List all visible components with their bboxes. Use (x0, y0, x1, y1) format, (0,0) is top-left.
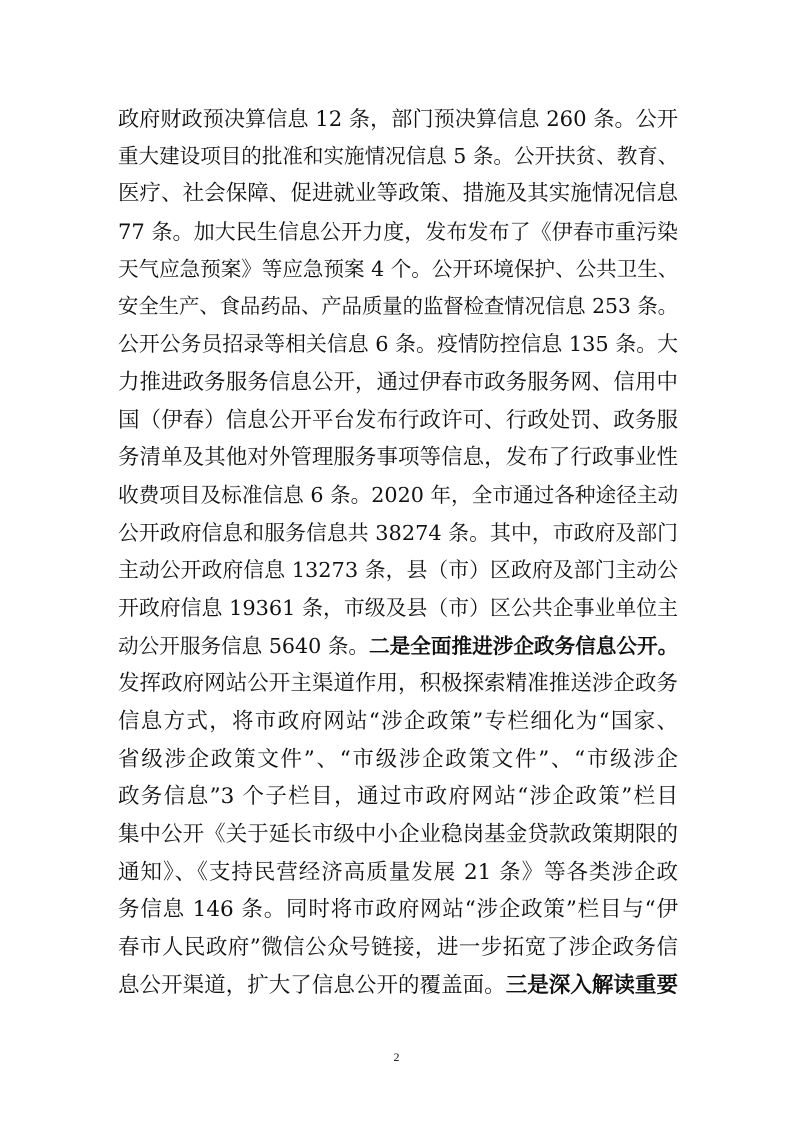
text-line (118, 439, 678, 477)
line-text: 政府财政预决算信息 12 条，部门预决算信息 260 条。公开 (118, 106, 678, 131)
text-line (118, 213, 678, 251)
text-line (118, 703, 678, 741)
line-text: 公开政府信息和服务信息共 38274 条。其中，市政府及部门 (118, 520, 678, 545)
section-heading-2: 二是全面推进涉企政务信息公开。 (369, 633, 679, 658)
line-text: 发挥政府网站公开主渠道作用，积极探索精准推送涉企政务 (118, 671, 678, 697)
text-line (118, 665, 678, 703)
line-text: 力推进政务服务信息公开，通过伊春市政务服务网、信用中 (118, 369, 678, 395)
text-line (118, 929, 678, 967)
body-text (118, 100, 678, 1005)
text-line (118, 590, 678, 628)
section-heading-3: 三是深入解读重要 (505, 972, 678, 998)
text-line (118, 741, 678, 779)
text-line (118, 364, 678, 402)
line-text: 国（伊春）信息公开平台发布行政许可、行政处罚、政务服 (118, 407, 678, 433)
text-line (118, 326, 678, 364)
line-text: 重大建设项目的批准和实施情况信息 5 条。公开扶贫、教育、 (118, 143, 679, 168)
text-line (118, 251, 678, 289)
line-text: 务信息 146 条。同时将市政府网站“涉企政策”栏目与“伊 (118, 897, 678, 923)
line-text: 省级涉企政策文件”、“市级涉企政策文件”、“市级涉企 (118, 746, 678, 772)
line-text: 集中公开《关于延长市级中小企业稳岗基金贷款政策期限的 (118, 822, 678, 848)
text-line (118, 402, 678, 440)
line-text: 公开公务员招录等相关信息 6 条。疫情防控信息 135 条。大 (118, 332, 678, 357)
text-line (118, 967, 678, 1005)
line-text: 医疗、社会保障、促进就业等政策、措施及其实施情况信息 (118, 181, 678, 207)
text-line (118, 138, 678, 176)
text-line (118, 778, 678, 816)
line-text: 春市人民政府”微信公众号链接，进一步拓宽了涉企政务信 (118, 935, 678, 961)
text-line (118, 175, 678, 213)
line-text: 天气应急预案》等应急预案 4 个。公开环境保护、公共卫生、 (118, 256, 679, 281)
line-text: 开政府信息 19361 条，市级及县（市）区公共企事业单位主 (118, 595, 678, 620)
line-text: 息公开渠道，扩大了信息公开的覆盖面。 (118, 972, 506, 998)
line-text: 政务信息”3 个子栏目，通过市政府网站“涉企政策”栏目 (118, 784, 678, 810)
text-line (118, 854, 678, 892)
line-text: 77 条。加大民生信息公开力度，发布发布了《伊春市重污染 (118, 219, 678, 245)
text-line (118, 816, 678, 854)
text-line (118, 891, 678, 929)
line-text: 安全生产、食品药品、产品质量的监督检查情况信息 253 条。 (118, 294, 678, 319)
line-text: 收费项目及标准信息 6 条。2020 年，全市通过各种途径主动 (118, 482, 679, 507)
line-text: 信息方式，将市政府网站“涉企政策”专栏细化为“国家、 (118, 709, 678, 734)
line-text: 务清单及其他对外管理服务事项等信息，发布了行政事业性 (118, 445, 678, 471)
line-text: 动公开服务信息 5640 条。 (118, 633, 370, 658)
text-line (118, 477, 678, 515)
text-line (118, 515, 678, 553)
text-line (118, 628, 678, 666)
text-line (118, 288, 678, 326)
text-line (118, 552, 678, 590)
line-text: 通知》、《支持民营经济高质量发展 21 条》等各类涉企政 (118, 859, 678, 885)
text-line (118, 100, 678, 138)
page-number: 2 (393, 1050, 400, 1064)
line-text: 主动公开政府信息 13273 条，县（市）区政府及部门主动公 (118, 558, 678, 583)
